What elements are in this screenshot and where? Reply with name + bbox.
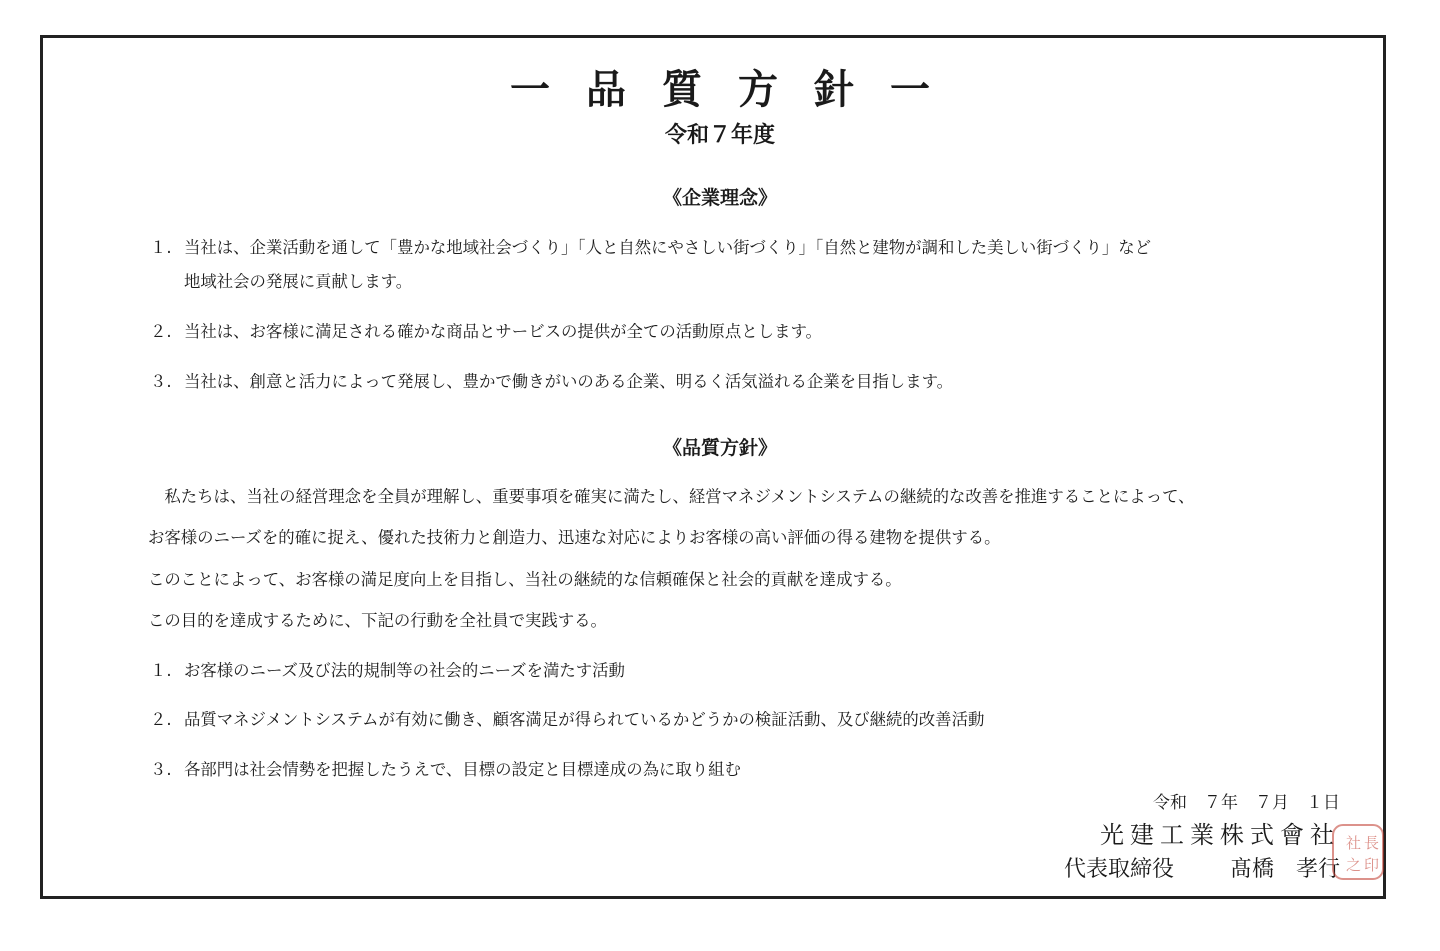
svg-text:社: 社 [1346,834,1362,852]
item-text: 品質マネジメントシステムが有効に働き、顧客満足が得られているかどうかの検証活動、及び継続的改善活動 [184,710,985,729]
representative-title: 代表取締役 [1063,857,1174,882]
philosophy-item-1-continued: 地域社会の発展に貢献します。 [184,272,413,291]
fiscal-year: 令和７年度 [664,123,775,148]
company-seal-icon [1330,822,1386,882]
item-text: 当社は、創意と活力によって発展し、豊かで働きがいのある企業、明るく活気溢れる企業を目指します。 [184,372,954,391]
policy-paragraph: お客様のニーズを的確に捉え、優れた技術力と創造力、迅速な対応によりお客様の高い評価の得る建物を提供する。 [148,528,1001,547]
representative [1064,853,1340,887]
philosophy-item-2 [150,319,822,345]
representative-name: 髙橋 孝行 [1229,857,1340,882]
document-title: 一品質方針一 [510,67,966,113]
item-number: １. [150,661,172,680]
item-text: お客様のニーズ及び法的規制等の社会的ニーズを満たす活動 [184,661,625,680]
philosophy-heading: 《企業理念》 [662,187,777,209]
svg-text:之: 之 [1346,856,1362,874]
philosophy-item-3 [150,369,953,395]
item-number: ２. [150,322,172,341]
policy-paragraph: 私たちは、当社の経営理念を全員が理解し、重要事項を確実に満たし、経営マネジメントシステムの継続的な改善を推進することによって、 [148,487,1195,506]
policy-item-3 [150,757,741,783]
philosophy-item-1 [150,235,1151,261]
item-number: ３. [150,760,172,779]
company-name: 光建工業株式會社 [1100,821,1340,849]
item-number: ２. [150,710,172,729]
item-text: 各部門は社会情勢を把握したうえで、目標の設定と目標達成の為に取り組む [184,760,741,779]
policy-item-2 [150,707,984,733]
policy-item-1 [150,658,625,684]
item-number: １. [150,238,172,257]
svg-text:長: 長 [1364,834,1380,852]
item-number: ３. [150,372,172,391]
policy-heading: 《品質方針》 [662,437,777,459]
issue-date: 令和 ７年 ７月 １日 [1153,793,1340,813]
policy-paragraph: このことによって、お客様の満足度向上を目指し、当社の継続的な信頼確保と社会的貢献を達成する。 [148,570,902,589]
item-text: 当社は、企業活動を通して「豊かな地域社会づくり」「人と自然にやさしい街づくり」「自然と建物が調和した美しい街づくり」など [184,238,1152,257]
item-text: 当社は、お客様に満足される確かな商品とサービスの提供が全ての活動原点とします。 [184,322,822,341]
policy-paragraph: この目的を達成するために、下記の行動を全社員で実践する。 [148,611,607,630]
svg-text:印: 印 [1364,856,1380,874]
